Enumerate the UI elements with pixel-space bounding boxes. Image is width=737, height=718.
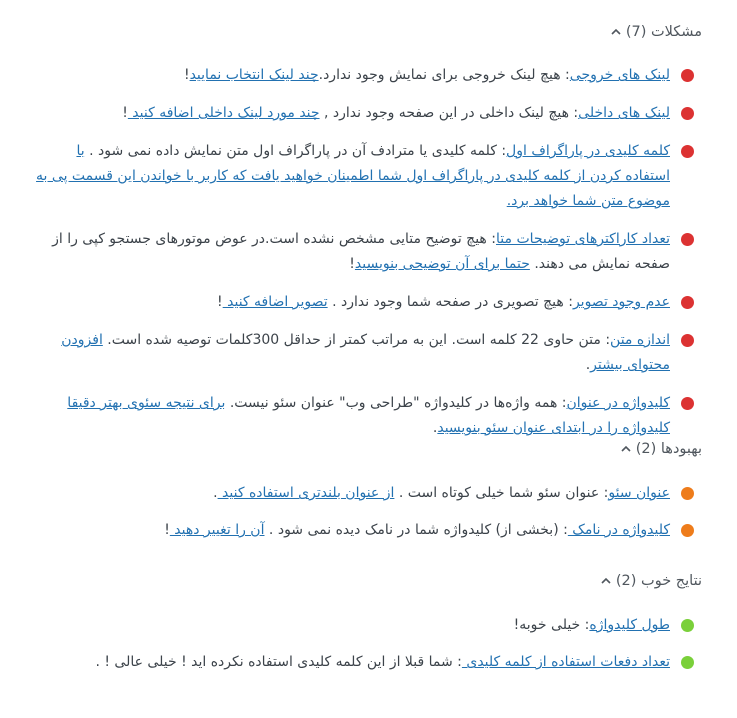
good-results-toggle[interactable] bbox=[30, 569, 702, 593]
problem-status-dot bbox=[681, 334, 694, 347]
list-item bbox=[30, 328, 702, 378]
improvements-section bbox=[30, 437, 702, 543]
item-tail: ! bbox=[349, 256, 355, 272]
item-label-link[interactable]: اندازه متن bbox=[610, 332, 670, 348]
list-item bbox=[30, 613, 702, 638]
item-text: : همه واژه‌ها در کلیدواژه "طراحی وب" عنوان سئو نیست. bbox=[225, 395, 567, 411]
item-tail: ! bbox=[183, 67, 190, 83]
item-action-link[interactable]: چند لینک انتخاب نمایید bbox=[189, 67, 319, 83]
item-text: : متن حاوی 22 کلمه است. این به مراتب کمتر از حداقل 300کلمات توصیه شده است. bbox=[102, 332, 611, 348]
item-text: : هیچ لینک داخلی در این صفحه وجود ندارد , bbox=[319, 105, 579, 121]
problems-list bbox=[30, 63, 702, 441]
list-item bbox=[30, 391, 702, 441]
item-tail: ! bbox=[122, 105, 128, 121]
list-item bbox=[30, 63, 702, 88]
list-item bbox=[30, 139, 702, 214]
list-item bbox=[30, 650, 702, 675]
item-action-link[interactable]: آن را تغییر دهید bbox=[169, 522, 265, 538]
good-results-header: نتایج خوب (2) bbox=[615, 573, 702, 589]
improvement-status-dot bbox=[681, 487, 694, 500]
item-text: : هیچ تصویری در صفحه شما وجود ندارد . bbox=[327, 294, 573, 310]
item-text: : کلمه کلیدی یا مترادف آن در پاراگراف اول متن نمایش داده نمی شود . bbox=[84, 143, 507, 159]
problem-status-dot bbox=[681, 69, 694, 82]
item-text: : (بخشی از) کلیدواژه شما در نامک دیده نمی شود . bbox=[264, 522, 568, 538]
item-action-link[interactable]: با استفاده کردن از کلمه کلیدی در پاراگراف اول شما اطمینان خواهید یافت که کاربر با خواندن این قسمت پی به موضوع متن شما خواهد برد. bbox=[36, 143, 670, 209]
item-label-link[interactable]: کلیدواژه در نامک bbox=[567, 522, 670, 538]
item-label-link[interactable]: تعداد دفعات استفاده از کلمه کلیدی bbox=[461, 654, 670, 670]
item-action-link[interactable]: از عنوان بلندتری استفاده کنید bbox=[217, 485, 395, 501]
item-text: : عنوان سئو شما خیلی کوتاه است . bbox=[394, 485, 609, 501]
item-text: : شما قبلا از این کلمه کلیدی استفاده نکرده اید ! خیلی عالی ! . bbox=[95, 654, 462, 670]
item-label-link[interactable]: عنوان سئو bbox=[608, 485, 670, 501]
problems-header: مشکلات (7) bbox=[625, 24, 702, 40]
list-item bbox=[30, 101, 702, 126]
item-action-link[interactable]: تصویر اضافه کنید bbox=[222, 294, 328, 310]
item-tail: . bbox=[432, 420, 438, 436]
item-label-link[interactable]: کلیدواژه در عنوان bbox=[566, 395, 670, 411]
item-label-link[interactable]: لینک های خروجی bbox=[569, 67, 670, 83]
list-item bbox=[30, 290, 702, 315]
item-label-link[interactable]: لینک های داخلی bbox=[578, 105, 670, 121]
list-item bbox=[30, 518, 702, 543]
problems-section bbox=[30, 20, 702, 441]
improvements-list bbox=[30, 481, 702, 543]
item-tail: . bbox=[585, 357, 591, 373]
item-label-link[interactable]: عدم وجود تصویر bbox=[572, 294, 670, 310]
good-status-dot bbox=[681, 619, 694, 632]
item-action-link[interactable]: افزودن محتوای بیشتر bbox=[61, 332, 670, 373]
item-action-link[interactable]: حتما برای آن توضیحی بنویسید bbox=[354, 256, 530, 272]
item-action-link[interactable]: برای نتیجه سئوی بهتر دقیقا کلیدواژه را در ابتدای عنوان سئو بنویسید bbox=[67, 395, 670, 436]
item-text: : هیچ توضیح متایی مشخص نشده است.در عوض موتورهای جستجو کپی را از صفحه نمایش می دهند. bbox=[52, 231, 670, 272]
problem-status-dot bbox=[681, 296, 694, 309]
chevron-up-icon bbox=[620, 443, 632, 455]
item-tail: ! bbox=[217, 294, 223, 310]
item-tail: ! bbox=[164, 522, 170, 538]
problems-toggle[interactable] bbox=[30, 20, 702, 44]
item-tail: . bbox=[213, 485, 218, 501]
improvements-header: بهبودها (2) bbox=[635, 441, 702, 457]
item-action-link[interactable]: چند مورد لینک داخلی اضافه کنید bbox=[127, 105, 320, 121]
chevron-up-icon bbox=[610, 26, 622, 38]
item-label-link[interactable]: طول کلیدواژه bbox=[589, 617, 670, 633]
chevron-up-icon bbox=[600, 575, 612, 587]
improvement-status-dot bbox=[681, 524, 694, 537]
good-results-section bbox=[30, 569, 702, 675]
problem-status-dot bbox=[681, 397, 694, 410]
item-label-link[interactable]: تعداد کاراکترهای توضیحات متا bbox=[496, 231, 670, 247]
problem-status-dot bbox=[681, 107, 694, 120]
list-item bbox=[30, 481, 702, 506]
item-label-link[interactable]: کلمه کلیدی در پاراگراف اول bbox=[506, 143, 670, 159]
good-status-dot bbox=[681, 656, 694, 669]
problem-status-dot bbox=[681, 233, 694, 246]
problem-status-dot bbox=[681, 145, 694, 158]
good-results-list bbox=[30, 613, 702, 675]
improvements-toggle[interactable] bbox=[30, 437, 702, 461]
list-item bbox=[30, 227, 702, 277]
item-text: : هیچ لینک خروجی برای نمایش وجود ندارد. bbox=[318, 67, 570, 83]
item-text: : خیلی خوبه! bbox=[513, 617, 590, 633]
